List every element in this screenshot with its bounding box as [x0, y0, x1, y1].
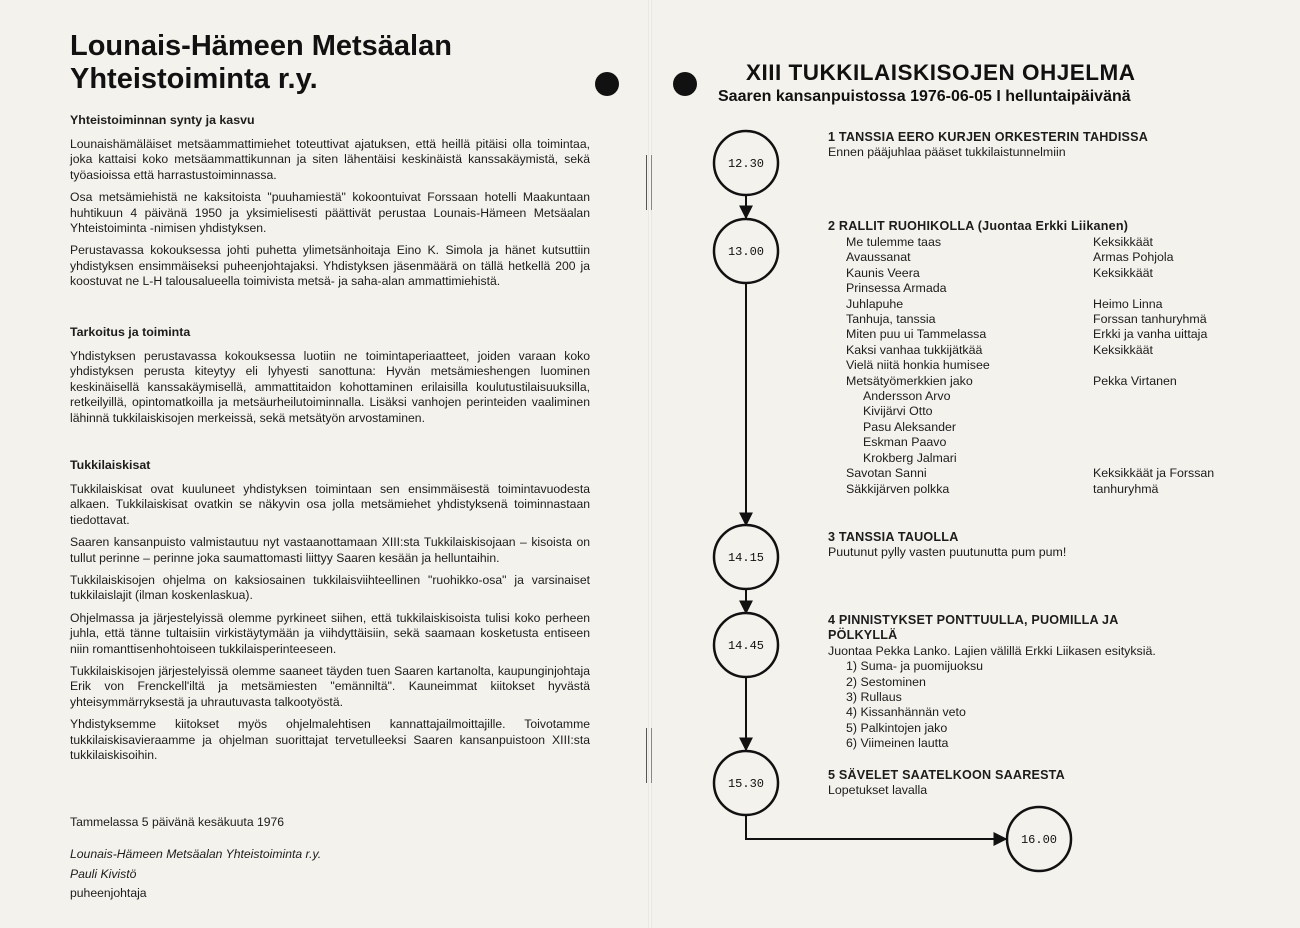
list-item: Avaussanat [846, 250, 911, 265]
list-item: Juhlapuhe [846, 296, 904, 311]
time-node-1230 [714, 131, 778, 195]
item-heading: 3 TANSSIA TAUOLLA [828, 530, 959, 544]
performer: Keksikkäät [1093, 265, 1153, 280]
list-item: 1) Suma- ja puomijuoksu [846, 659, 984, 674]
list-item: Metsätyömerkkien jako [846, 373, 973, 388]
list-item: Savotan Sanni [846, 466, 927, 481]
list-item: 2) Sestominen [846, 674, 926, 689]
program-subtitle: Saaren kansanpuistossa 1976-06-05 I helluntaipäivänä [718, 88, 1131, 105]
paragraph: Tukkilaiskisat ovat kuuluneet yhdistyksen toimintaan sen ensimmäisestä toimintavuodesta alkaen. Tukkilaiskisat ovatkin se näkyvin osa jolla metsämiehet yhdistyksenä toiminnastaan tiedottavat. [70, 482, 590, 527]
list-item: 6) Viimeinen lautta [846, 736, 949, 751]
item-text: Puutunut pylly vasten puutunutta pum pum! [828, 545, 1067, 560]
paragraph: Lounaishämäläiset metsäammattimiehet toteuttivat ajatuksen, että heillä pitäisi olla toimintaa, joka kattaisi koko metsäammattikunnan ja siten lähentäisi keskinäistä kanssakäymistä, sekä työasioissa että harrastustoiminnassa. [70, 137, 590, 182]
time-label: 12.30 [727, 157, 765, 171]
performer: Keksikkäät [1093, 342, 1153, 357]
performer: Heimo Linna [1093, 296, 1163, 311]
list-item: Säkkijärven polkka [846, 481, 950, 496]
performer: Forssan tanhuryhmä [1093, 312, 1207, 327]
program-item-1 [828, 130, 1248, 161]
right-page [650, 0, 1300, 928]
paragraph: Yhdistyksemme kiitokset myös ohjelmalehtisen kannattajailmoittajille. Toivotamme tukkilaiskisavieraamme ja ohjelman suorittajat tervetulleeksi Saaren kansanpuistoon XIII:sta tukkilaiskisoihin. [70, 717, 590, 763]
program-item-4 [828, 613, 1248, 752]
timeline-arrow [746, 815, 1006, 839]
performer: tanhuryhmä [1093, 481, 1159, 496]
section-log-games [70, 458, 590, 764]
paragraph: Tukkilaiskisojen järjestelyissä olemme saaneet täyden tuen Saaren kartanolta, kaupunginjohtaja Erik von Frenckell'iltä ja metsämiesten "emänniltä". Kauneimmat kiitokset hyvästä yhteisymmärryksestä ja uhrautuvasta talkootyöstä. [70, 664, 590, 709]
signature-org: Lounais-Hämeen Metsäalan Yhteistoiminta r.y. [70, 847, 322, 861]
performer-list [1093, 235, 1214, 497]
time-label: 15.30 [727, 777, 765, 791]
signature-block [70, 845, 590, 904]
list-item: Kivijärvi Otto [863, 404, 933, 419]
item-text: Juontaa Pekka Lanko. Lajien välillä Erkki Liikasen esityksiä. [828, 643, 1156, 658]
title-line-2: Yhteistoiminta r.y. [70, 63, 318, 95]
time-node-1530 [714, 751, 778, 815]
paragraph: Osa metsämiehistä ne kaksitoista "puuhamiestä" kokoontuivat Forssaan hotelli Maakuntaan huhtikuun 4 päivänä 1950 ja yksimielisesti päättivät perustaa Lounais-Hämeen Metsäalan Yhteistoiminta -nimisen yhdistyksen. [70, 190, 590, 236]
event-list [828, 659, 1248, 751]
association-title [70, 30, 452, 96]
program-item-3 [828, 530, 1248, 561]
list-item: Kaunis Veera [846, 265, 920, 280]
list-item: Prinsessa Armada [846, 281, 947, 296]
list-item: Krokberg Jalmari [863, 450, 957, 465]
section-heading: Tukkilaiskisat [70, 458, 151, 472]
signature-name: Pauli Kivistö [70, 866, 137, 881]
list-item: Tanhuja, tanssia [846, 312, 936, 327]
list-item: Miten puu ui Tammelassa [846, 327, 987, 342]
item-text: Ennen pääjuhlaa pääset tukkilaistunnelmiin [828, 145, 1066, 160]
performer: Keksikkäät ja Forssan [1093, 466, 1215, 481]
paragraph: Tukkilaiskisojen ohjelma on kaksiosainen tukkilaisviihteellinen "ruohikko-osa" ja varsinaiset tukkilaislajit (ilman koskenlaskua). [70, 573, 590, 603]
item-heading: 5 SÄVELET SAATELKOON SAARESTA [828, 768, 1065, 782]
time-label: 13.00 [727, 245, 765, 259]
time-label: 14.45 [727, 639, 765, 653]
paragraph: Saaren kansanpuisto valmistautuu nyt vastaanottamaan XIII:sta Tukkilaiskisojaan – kisoista on tullut perinne – perinne joka saumattomasti liittyy Saaren kesään ja helluntaihin. [70, 535, 590, 565]
program-item-5 [828, 768, 1248, 799]
list-item: Eskman Paavo [863, 435, 947, 450]
section-heading: Tarkoitus ja toiminta [70, 325, 191, 339]
performer: Armas Pohjola [1093, 250, 1174, 265]
paragraph: Yhdistyksen perustavassa kokouksessa luotiin ne toimintaperiaatteet, joiden varaan koko yhdistyksen perusta kiteytyy eli lyhyesti sanottuna: Hyvän metsämieshengen luominen keskinäisellä kanssakäymisellä, ammattitaidon kohottaminen erilaisilla koulutustilaisuuksilla, retkeilyillä, opintomatkoilla ja metsäurheilutoiminnalla. Lisäksi vanhojen perinteiden vaaliminen lähinnä tukkilaiskisojen merkeissä, sekä metsätyön arvostaminen. [70, 349, 590, 425]
list-item: Pasu Aleksander [863, 419, 956, 434]
item-text: Lopetukset lavalla [828, 783, 928, 798]
binder-hole-left [595, 72, 619, 96]
time-node-1300 [714, 219, 778, 283]
paragraph: Ohjelmassa ja järjestelyissä olemme pyrkineet siihen, että tukkilaiskisoista tulisi koko perheen juhla, että tänne tultaisiin virkistäytymään ja viihdyttäisiin, sekä saamaan kosketusta entiseen niin romanttisenhohtoiseen tukkilaisperinteeseen. [70, 610, 590, 656]
time-node-1600 [1007, 807, 1071, 871]
item-heading: 1 TANSSIA EERO KURJEN ORKESTERIN TAHDISSA [828, 130, 1149, 144]
performer: Pekka Virtanen [1093, 373, 1177, 388]
time-node-1445 [714, 613, 778, 677]
time-node-1415 [714, 525, 778, 589]
signature-date: Tammelassa 5 päivänä kesäkuuta 1976 [70, 815, 285, 829]
time-label: 16.00 [1020, 833, 1058, 847]
list-item: 4) Kissanhännän veto [846, 705, 966, 720]
list-item: Vielä niitä honkia humisee [846, 358, 990, 373]
section-origin [70, 113, 590, 290]
program-title: XIII TUKKILAISKISOJEN OHJELMA [746, 60, 1136, 85]
list-item: Kaksi vanhaa tukkijätkää [846, 342, 983, 357]
signature-role: puheenjohtaja [70, 886, 147, 900]
song-list [846, 235, 990, 497]
item-heading-cont: PÖLKYLLÄ [828, 628, 898, 643]
performer: Erkki ja vanha uittaja [1093, 327, 1208, 342]
item-heading: 4 PINNISTYKSET PONTTUULLA, PUOMILLA JA [828, 613, 1119, 627]
time-label: 14.15 [727, 551, 765, 565]
section-purpose [70, 325, 590, 426]
list-item: 3) Rullaus [846, 690, 902, 705]
list-item: Me tulemme taas [846, 235, 942, 249]
list-item: 5) Palkintojen jako [846, 720, 948, 735]
paragraph: Perustavassa kokouksessa johti puhetta ylimetsänhoitaja Eino K. Simola ja hänet kutsuttiin yhdistyksen ensimmäiseksi puheenjohtajaksi. Yhdistyksen jäsenmäärä on tällä hetkellä 200 ja koostuvat ne L-H talousalueella toimivista metsä- ja saha-alan ammattimiehistä. [70, 243, 590, 289]
item-heading: 2 RALLIT RUOHIKOLLA (Juontaa Erkki Liikanen) [828, 219, 1129, 233]
list-item: Andersson Arvo [863, 389, 951, 404]
program-item-2 [828, 219, 1248, 234]
title-line-1: Lounais-Hämeen Metsäalan [70, 30, 452, 62]
section-heading: Yhteistoiminnan synty ja kasvu [70, 113, 255, 127]
performer: Keksikkäät [1093, 235, 1153, 249]
